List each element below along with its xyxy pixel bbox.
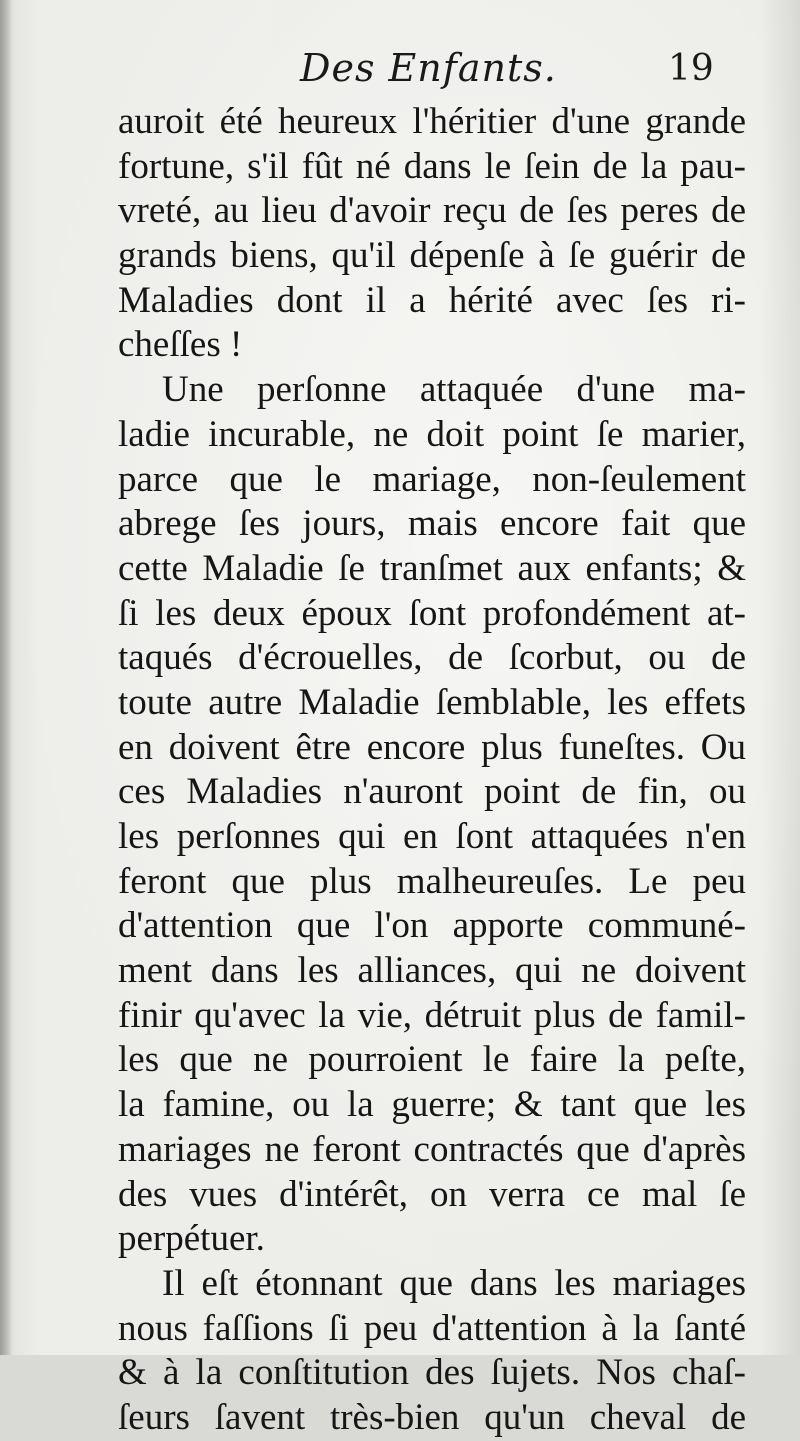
text-line: nous faſſions ſi peu d'attention à la ſanté (118, 1307, 746, 1349)
text-line: les que ne pourroient le faire la peſte, (118, 1039, 746, 1081)
paragraph-start-line: Il eſt étonnant que dans les mariages (162, 1262, 746, 1304)
text-line: finir qu'avec la vie, détruit plus de famil- (118, 994, 746, 1036)
page-number: 19 (668, 48, 714, 89)
text-line: cheſſes ! (118, 324, 243, 366)
text-line: & à la conſtitution des ſujets. Nos chaſ- (118, 1352, 746, 1394)
text-line: abrege ſes jours, mais encore fait que (118, 503, 746, 545)
text-line: Maladies dont il a hérité avec ſes ri- (118, 279, 746, 321)
text-line: feront que plus malheureuſes. Le peu (118, 860, 746, 902)
text-line: ſeurs ſavent très-bien qu'un cheval de (118, 1396, 746, 1438)
text-line: toute autre Maladie ſemblable, les effets (118, 681, 746, 723)
text-line: vreté, au lieu d'avoir reçu de ſes peres de (118, 190, 746, 232)
text-line: les perſonnes qui en ſont attaquées n'en (118, 816, 746, 857)
running-head-title: Des Enfants. (300, 46, 557, 90)
text-line: en doivent être encore plus funeſtes. Ou (118, 726, 746, 768)
text-line: ladie incurable, ne doit point ſe marier, (118, 413, 746, 455)
text-line: cette Maladie ſe tranſmet aux enfants; & (118, 547, 746, 589)
text-line: la famine, ou la guerre; & tant que les (118, 1084, 746, 1126)
text-line: des vues d'intérêt, on verra ce mal ſe (118, 1173, 746, 1215)
text-line: perpétuer. (118, 1218, 265, 1260)
text-line: mariages ne feront contractés que d'après (118, 1128, 746, 1170)
body-text (118, 100, 746, 1441)
text-line: auroit été heureux l'héritier d'une grande (118, 101, 746, 142)
text-line: grands biens, qu'il dépenſe à ſe guérir de (118, 235, 746, 277)
text-line: ſi les deux époux ſont profondément at- (118, 592, 746, 634)
page-gutter-shadow (0, 0, 12, 1355)
text-line: parce que le mariage, non-ſeulement (118, 458, 746, 500)
text-line: taqués d'écrouelles, de ſcorbut, ou de (118, 637, 746, 679)
running-head (0, 46, 800, 106)
text-line: fortune, s'il fût né dans le ſein de la pau- (118, 145, 746, 187)
text-line: d'attention que l'on apporte communé- (118, 905, 746, 947)
text-line: ces Maladies n'auront point de fin, ou (118, 771, 746, 813)
text-line: ment dans les alliances, qui ne doivent (118, 950, 746, 992)
paragraph-start-line: Une perſonne attaquée d'une ma- (162, 369, 746, 411)
